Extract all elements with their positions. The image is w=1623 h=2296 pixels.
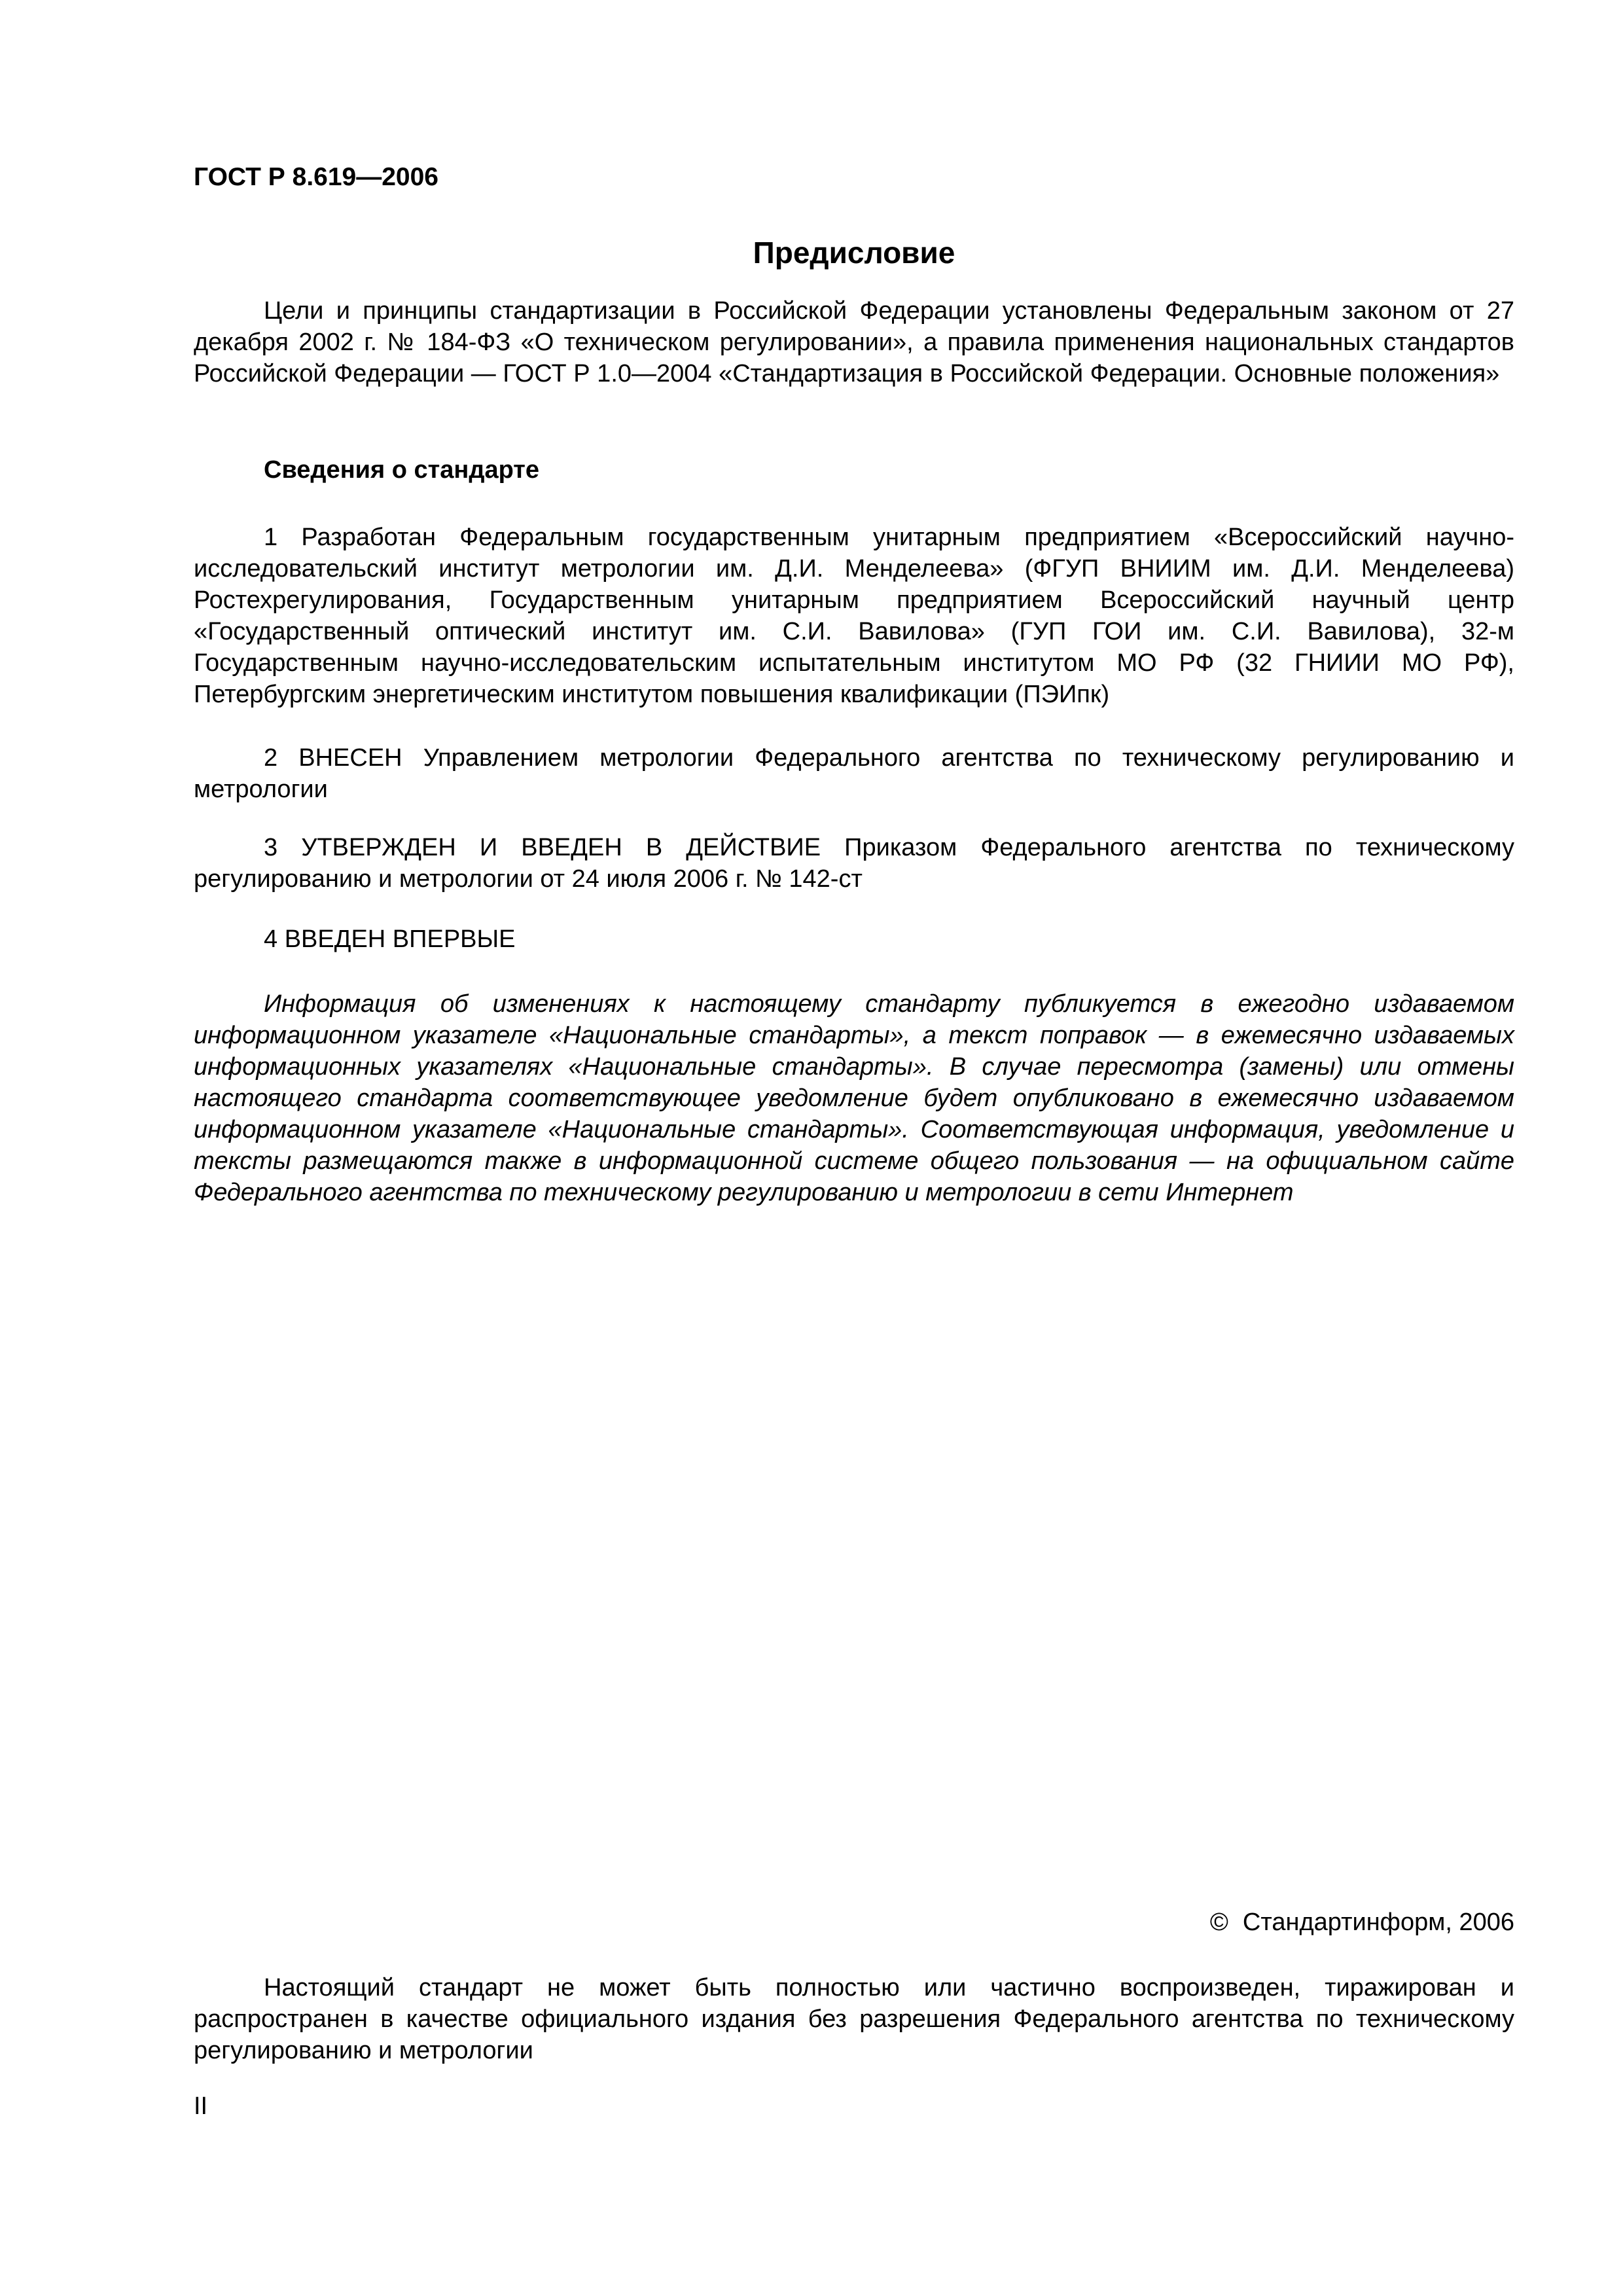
copyright-text: Стандартинформ, 2006 — [1242, 1909, 1514, 1936]
copyright-icon: © — [1209, 1909, 1228, 1936]
item-2-submitted: 2 ВНЕСЕН Управлением метрологии Федерального агентства по техническому регулированию и метрологии — [194, 744, 1514, 803]
item-1-developer: 1 Разработан Федеральным государственным унитарным предприятием «Всероссийский научно-исследовательский институт метрологии им. Д.И. Менделеева» (ФГУП ВНИИМ им. Д.И. Менделеева) Ростехрегулирования, Государственным унитарным предприятием Всероссийский научный центр «Государственный оптический институт им. С.И. Вавилова» (ГУП ГОИ им. С.И. Вавилова), 32-м Государственным научно-исследовательским испытательным институтом МО РФ (32 ГНИИИ МО РФ), Петербургским энергетическим институтом повышения квалификации (ПЭИпк) — [194, 524, 1514, 708]
reproduction-notice: Настоящий стандарт не может быть полностью или частично воспроизведен, тиражирован и распространен в качестве официального издания без разрешения Федерального агентства по техническому регулированию и метрологии — [194, 1974, 1514, 2064]
item-3-approved: 3 УТВЕРЖДЕН И ВВЕДЕН В ДЕЙСТВИЕ Приказом Федерального агентства по техническому регулированию и метрологии от 24 июля 2006 г. № 142-ст — [194, 834, 1514, 893]
page-number: II — [194, 2092, 208, 2120]
intro-paragraph: Цели и принципы стандартизации в Российской Федерации установлены Федеральным законом от 27 декабря 2002 г. № 184-ФЗ «О техническом регулировании», а правила применения национальных стандартов Российской Федерации — ГОСТ Р 1.0—2004 «Стандартизация в Российской Федерации. Основные положения» — [194, 297, 1514, 387]
document-page — [194, 0, 1514, 2296]
page-title: Предисловие — [753, 236, 955, 270]
amendments-notice: Информация об изменениях к настоящему стандарту публикуется в ежегодно издаваемом информационном указателе «Национальные стандарты», а текст поправок — в ежемесячно издаваемых информационных указателях «Национальные стандарты». В случае пересмотра (замены) или отмены настоящего стандарта соответствующее уведомление будет опубликовано в ежемесячно издаваемом информационном указателе «Национальные стандарты». Соответствующая информация, уведомление и тексты размещаются также в информационной системе общего пользования — на официальном сайте Федерального агентства по техническому регулированию и метрологии в сети Интернет — [194, 990, 1514, 1206]
info-heading: Сведения о стандарте — [264, 456, 540, 484]
standard-code: ГОСТ Р 8.619—2006 — [194, 163, 438, 191]
item-4-introduced: 4 ВВЕДЕН ВПЕРВЫЕ — [264, 925, 516, 953]
copyright-line — [1210, 1907, 1514, 1938]
